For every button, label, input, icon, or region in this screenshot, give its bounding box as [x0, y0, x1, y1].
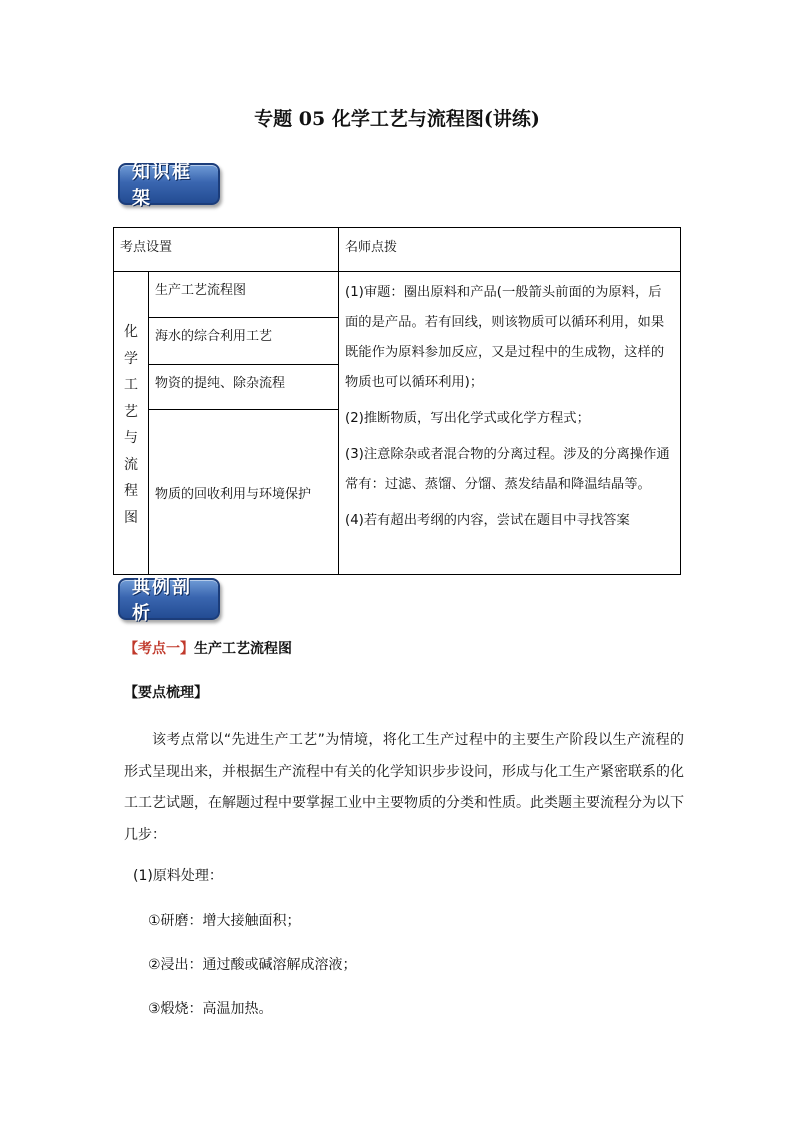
- tip-3: (3)注意除杂或者混合物的分离过程。涉及的分离操作通常有：过滤、蒸馏、分馏、蒸发结晶和降温结晶等。: [345, 447, 670, 492]
- vertical-char: 艺: [124, 403, 138, 420]
- step-item: ①研磨：增大接触面积；: [148, 913, 301, 929]
- vertical-char: 与: [124, 430, 138, 446]
- step-item: ③煅烧：高温加热。: [148, 1001, 273, 1017]
- page-title: 专题 05 化学工艺与流程图(讲练): [254, 108, 540, 130]
- section-heading: [124, 638, 292, 658]
- intro-paragraph: 该考点常以“先进生产工艺”为情境，将化工生产过程中的主要生产阶段以生产流程的形式呈现出来，并根据生产流程中有关的化学知识步步设问，形成与化工生产紧密联系的化工工艺试题，在解题过程中要掌握工业中主要物质的分类和性质。此类题主要流程分为以下几步：: [124, 732, 684, 843]
- tips-cell: [339, 272, 681, 575]
- section-label: 考点一: [138, 641, 180, 657]
- topic-cell: 物资的提纯、除杂流程: [149, 365, 339, 410]
- vertical-char: 工: [124, 377, 138, 393]
- vertical-category-cell: [114, 272, 149, 575]
- section-title: 生产工艺流程图: [194, 641, 292, 657]
- tip-2: (2)推断物质，写出化学式或化学方程式；: [345, 411, 590, 426]
- knowledge-framework-badge: 知识框架: [118, 163, 220, 205]
- example-analysis-badge: 典例剖析: [118, 578, 220, 620]
- table-header-row: [114, 228, 681, 272]
- vertical-category-label: [124, 315, 138, 531]
- vertical-char: 化: [124, 324, 138, 340]
- step-item: ②浸出：通过酸或碱溶解成溶液；: [148, 957, 357, 973]
- vertical-char: 程: [124, 483, 138, 499]
- vertical-char: 流: [124, 456, 138, 473]
- step-heading: (1)原料处理：: [133, 868, 223, 884]
- tip-4: (4)若有超出考纲的内容，尝试在题目中寻找答案: [345, 513, 630, 528]
- topic-cell: 海水的综合利用工艺: [149, 318, 339, 365]
- bracket-open: 【: [124, 641, 138, 657]
- bracket-close: 】: [180, 641, 194, 657]
- tip-1: (1)审题：圈出原料和产品(一般箭头前面的为原料，后面的是产品。若有回线，则该物质可以循环利用，如果既能作为原料参加反应，又是过程中的生成物，这样的物质也可以循环利用)；: [345, 285, 665, 390]
- topic-cell: 生产工艺流程图: [149, 272, 339, 318]
- framework-table: [113, 227, 681, 575]
- table-row: [114, 272, 681, 318]
- topic-cell: 物质的回收利用与环境保护: [149, 410, 339, 575]
- header-tips: 名师点拨: [339, 228, 681, 272]
- vertical-char: 学: [124, 350, 138, 367]
- header-topics: 考点设置: [114, 228, 339, 272]
- vertical-char: 图: [124, 509, 138, 526]
- key-points-heading: 【要点梳理】: [124, 685, 208, 701]
